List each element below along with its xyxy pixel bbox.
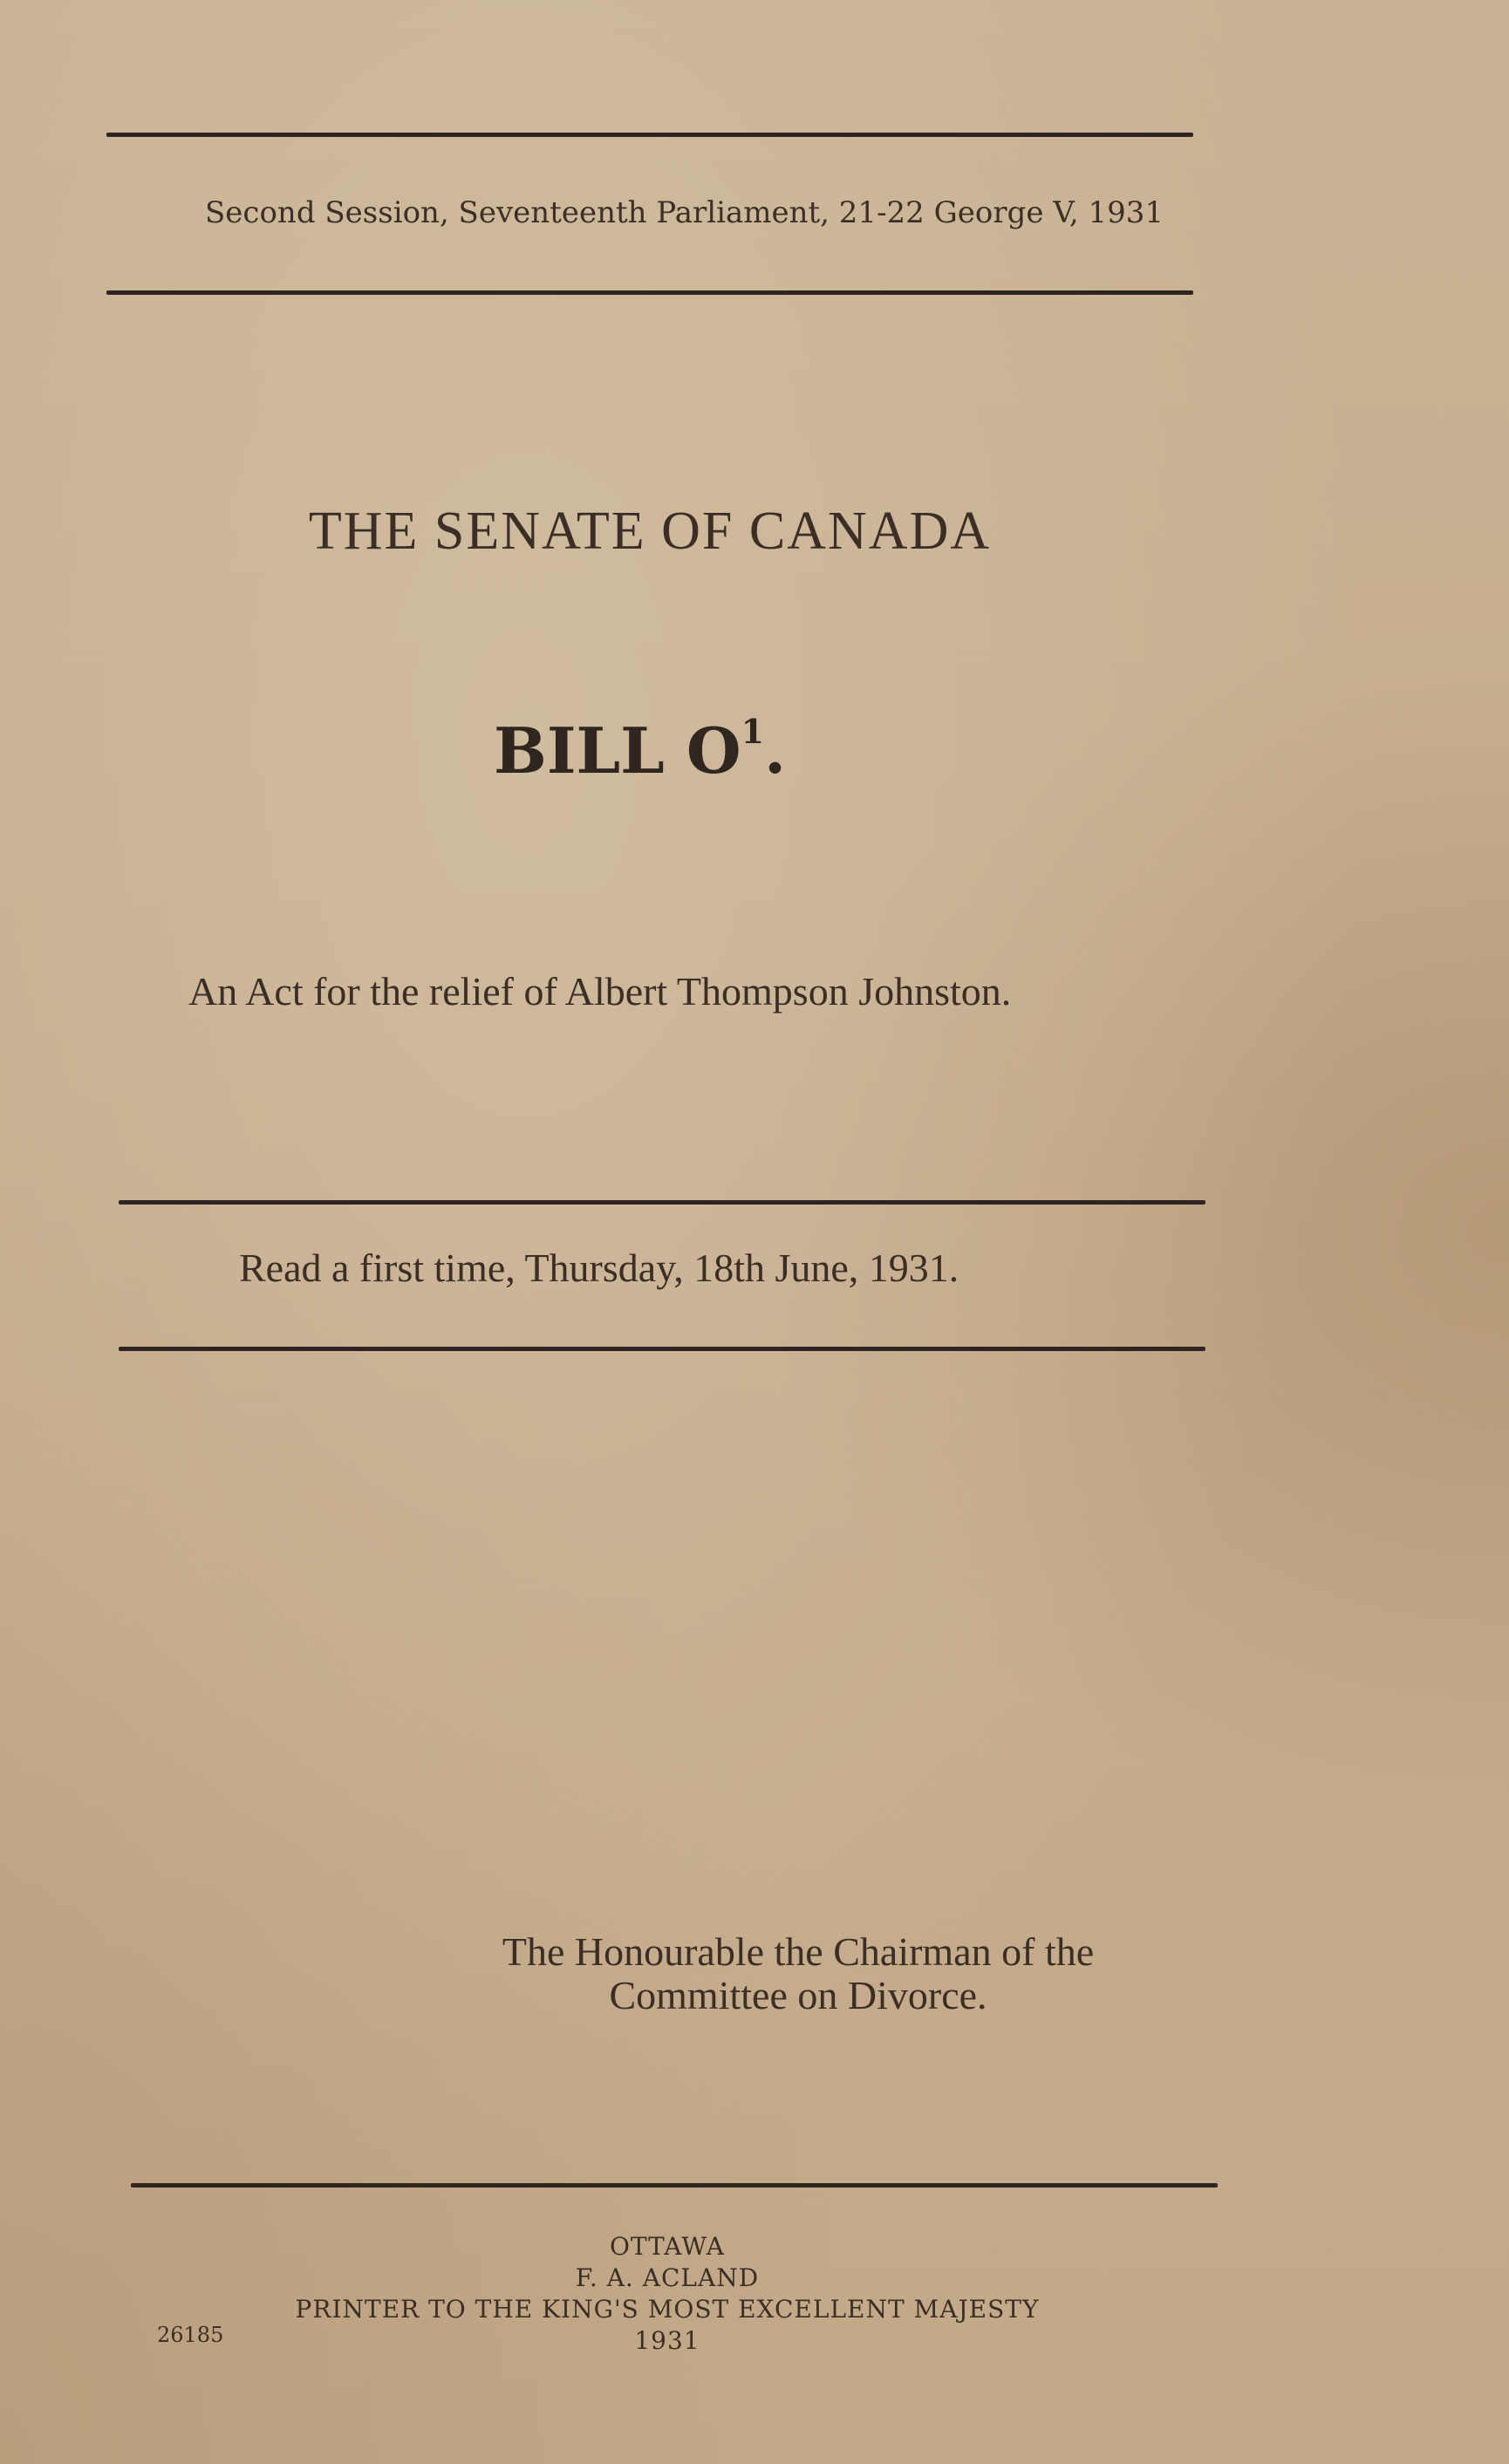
- reading-rule-bottom: [119, 1347, 1205, 1351]
- top-rule-2: [106, 290, 1193, 295]
- bill-label: BILL O: [494, 713, 741, 788]
- imprint-printer-title: PRINTER TO THE KING'S MOST EXCELLENT MAJESTY: [295, 2295, 1040, 2324]
- bill-superscript: 1: [741, 712, 765, 751]
- imprint-year: 1931: [634, 2326, 700, 2355]
- reading-rule-top: [119, 1200, 1205, 1205]
- imprint-printer-name: F. A. ACLAND: [575, 2263, 760, 2292]
- chamber-title: THE SENATE OF CANADA: [308, 502, 992, 561]
- session-header: Second Session, Seventeenth Parliament, 21-22 George V, 1931: [205, 195, 1164, 230]
- imprint-city: OTTAWA: [610, 2232, 725, 2261]
- act-description: An Act for the relief of Albert Thompson Johnston.: [188, 969, 1012, 1014]
- sponsor-line-1: The Honourable the Chairman of the: [502, 1929, 1095, 1974]
- bill-period: .: [764, 713, 787, 788]
- sponsor-line-2: Committee on Divorce.: [609, 1973, 987, 2017]
- sponsor-block: [0, 1930, 1509, 2017]
- imprint-rule: [131, 2183, 1218, 2188]
- bill-number: [494, 713, 786, 788]
- document-number: 26185: [157, 2323, 224, 2347]
- top-rule-1: [106, 133, 1193, 137]
- first-reading-note: Read a first time, Thursday, 18th June, 1931.: [239, 1246, 959, 1290]
